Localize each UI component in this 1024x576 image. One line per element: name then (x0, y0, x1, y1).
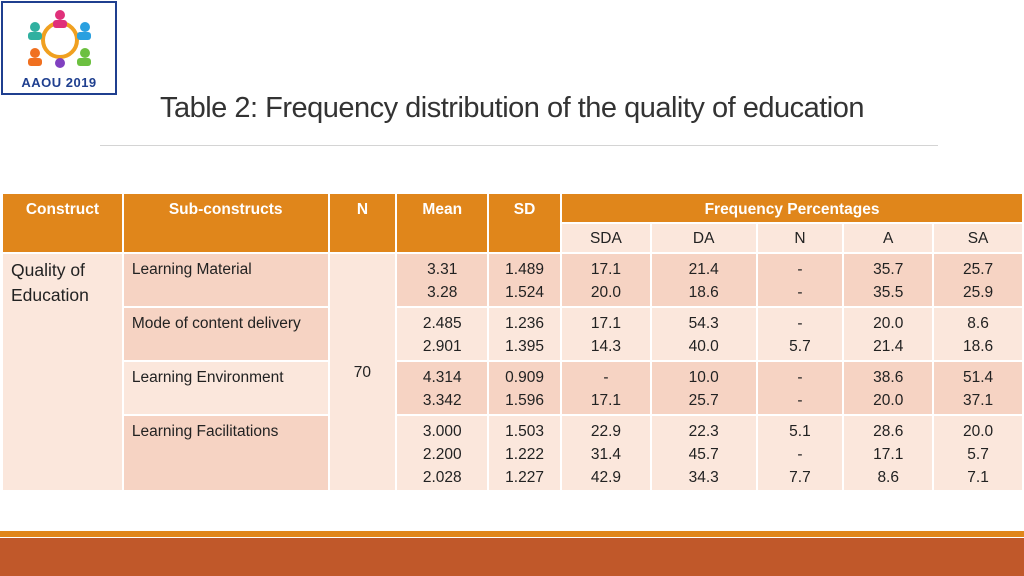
da-cell: 54.3 40.0 (651, 307, 757, 361)
sda-cell: - 17.1 (561, 361, 651, 415)
sub-construct-cell: Learning Environment (123, 361, 329, 415)
header-sda: SDA (561, 223, 651, 253)
footer-accent-line (0, 531, 1024, 537)
sub-construct-cell: Mode of content delivery (123, 307, 329, 361)
aaou-logo (1, 1, 117, 95)
header-row (2, 193, 1023, 223)
construct-cell (2, 253, 123, 491)
neutral-cell: 5.1 - 7.7 (757, 415, 844, 491)
neutral-cell: - 5.7 (757, 307, 844, 361)
sub-construct-cell: Learning Material (123, 253, 329, 307)
sd-cell: 1.489 1.524 (488, 253, 561, 307)
header-n: N (329, 193, 397, 253)
header-sub-constructs: Sub-constructs (123, 193, 329, 253)
page-title: Table 2: Frequency distribution of the quality of education (159, 92, 864, 124)
table-row (2, 361, 1023, 415)
strongly-agree-cell: 8.6 18.6 (933, 307, 1023, 361)
table-row (2, 415, 1023, 491)
agree-cell: 28.6 17.1 8.6 (843, 415, 933, 491)
sda-cell: 17.1 14.3 (561, 307, 651, 361)
n-cell: 70 (329, 253, 397, 491)
mean-cell: 2.485 2.901 (396, 307, 488, 361)
header-sd: SD (488, 193, 561, 253)
agree-cell: 20.0 21.4 (843, 307, 933, 361)
frequency-table (1, 192, 1024, 492)
agree-cell: 35.7 35.5 (843, 253, 933, 307)
header-neutral: N (757, 223, 844, 253)
strongly-agree-cell: 20.0 5.7 7.1 (933, 415, 1023, 491)
neutral-cell: - - (757, 361, 844, 415)
construct-label: Quality of Education (11, 260, 89, 305)
neutral-cell: - - (757, 253, 844, 307)
da-cell: 21.4 18.6 (651, 253, 757, 307)
mean-cell: 4.314 3.342 (396, 361, 488, 415)
mean-cell: 3.000 2.200 2.028 (396, 415, 488, 491)
title-divider (100, 145, 938, 146)
sd-cell: 1.236 1.395 (488, 307, 561, 361)
da-cell: 22.3 45.7 34.3 (651, 415, 757, 491)
header-frequency-percentages: Frequency Percentages (561, 193, 1023, 223)
sd-cell: 1.503 1.222 1.227 (488, 415, 561, 491)
logo-figures-icon (15, 7, 105, 73)
sda-cell: 22.9 31.4 42.9 (561, 415, 651, 491)
sub-construct-cell: Learning Facilitations (123, 415, 329, 491)
da-cell: 10.0 25.7 (651, 361, 757, 415)
agree-cell: 38.6 20.0 (843, 361, 933, 415)
table-row (2, 253, 1023, 307)
strongly-agree-cell: 51.4 37.1 (933, 361, 1023, 415)
header-construct: Construct (2, 193, 123, 253)
mean-cell: 3.31 3.28 (396, 253, 488, 307)
header-mean: Mean (396, 193, 488, 253)
header-da: DA (651, 223, 757, 253)
sd-cell: 0.909 1.596 (488, 361, 561, 415)
header-strongly-agree: SA (933, 223, 1023, 253)
logo-text: AAOU 2019 (21, 75, 97, 90)
table-row (2, 307, 1023, 361)
strongly-agree-cell: 25.7 25.9 (933, 253, 1023, 307)
footer-band (0, 538, 1024, 576)
sda-cell: 17.1 20.0 (561, 253, 651, 307)
header-agree: A (843, 223, 933, 253)
